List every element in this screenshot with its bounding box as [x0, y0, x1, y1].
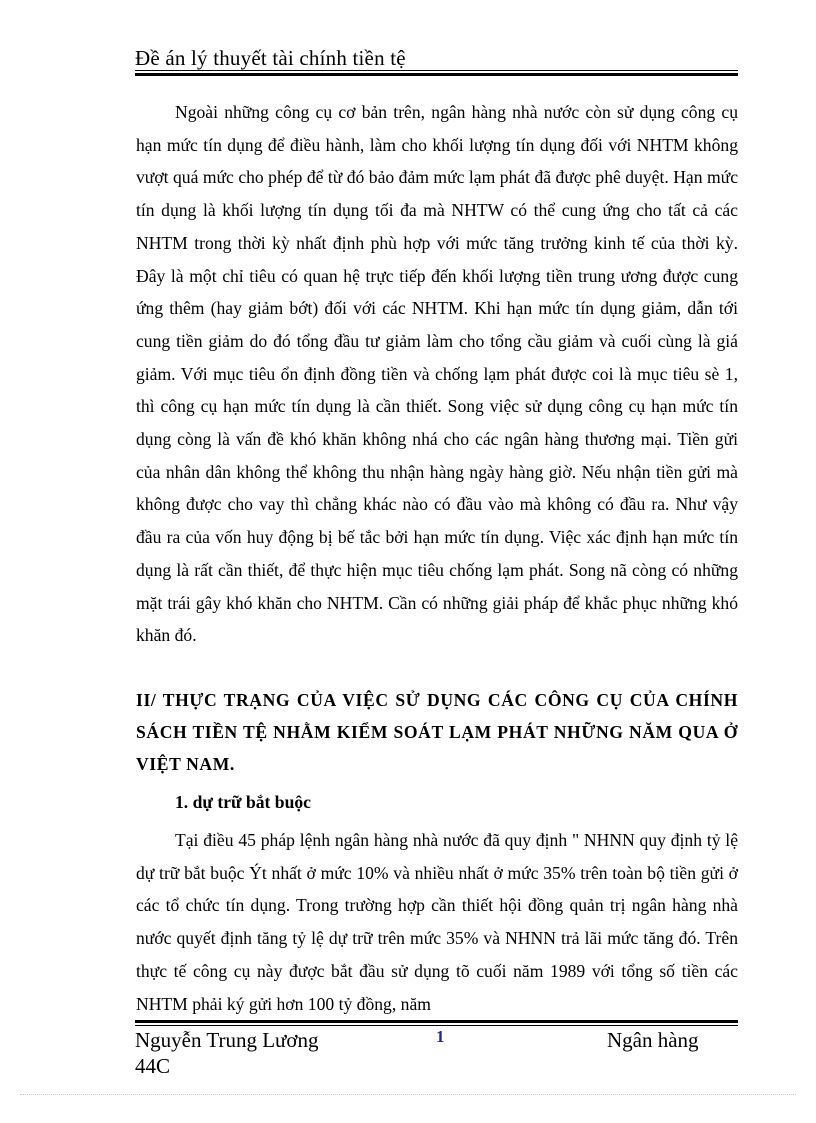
subsection-heading: 1. dự trữ bắt buộc	[175, 792, 311, 812]
footer-department: Ngân hàng	[607, 1028, 699, 1052]
header-title: Đề án lý thuyết tài chính tiền tệ	[135, 46, 406, 70]
paragraph-1: Ngoài những công cụ cơ bản trên, ngân hàng nhà nước còn sử dụng công cụ hạn mức tín dụng để điều hành, làm cho khối lượng tín dụng đối với NHTM không vượt quá mức cho phép để từ đó bảo đảm mức lạm phát đã được phê duyệt. Hạn mức tín dụng là khối lượng tín dụng tối đa mà NHTW có thể cung ứng cho tất cả các NHTM trong thời kỳ nhất định phù hợp với mức tăng trưởng kinh tế của thời kỳ. Đây là một chỉ tiêu có quan hệ trực tiếp đến khối lượng tiền trung ương được cung ứng thêm (hay giảm bớt) đối với các NHTM. Khi hạn mức tín dụng giảm, dẫn tới cung tiền giảm do đó tổng đầu tư giảm làm cho tổng cầu giảm và cuối cùng là giá giảm. Với mục tiêu ổn định đồng tiền và chống lạm phát được coi là mục tiêu sè 1, thì công cụ hạn mức tín dụng là cần thiết. Song việc sử dụng công cụ hạn mức tín dụng còng là vấn đề khó khăn không nhá cho các ngân hàng thương mại. Tiền gửi của nhân dân không thể không thu nhận hàng ngày hàng giờ. Nếu nhận tiền gửi mà không được cho vay thì chẳng khác nào có đầu vào mà không có đầu ra. Như vậy đầu ra của vốn huy động bị bế tắc bởi hạn mức tín dụng. Việc xác định hạn mức tín dụng là rất cần thiết, để thực hiện mục tiêu chống lạm phát. Song nã còng có những mặt trái gây khó khăn cho NHTM. Cần có những giải pháp để khắc phục những khó khăn đó.	[136, 102, 738, 646]
footer-author: Nguyễn Trung Lương	[135, 1028, 319, 1052]
body-section-2	[136, 824, 738, 1020]
section-heading: II/ THỰC TRẠNG CỦA VIỆC SỬ DỤNG CÁC CÔNG CỤ CỦA CHÍNH SÁCH TIỀN TỆ NHẰM KIỂM SOÁT LẠM PHÁT NHỮNG NĂM QUA Ở VIỆT NAM.	[136, 690, 738, 774]
header-rule-thin	[135, 70, 738, 71]
footer-rule-thick	[135, 1020, 738, 1023]
paragraph-2: Tại điều 45 pháp lệnh ngân hàng nhà nước đã quy định " NHNN quy định tỷ lệ dự trữ bắt buộc Ýt nhất ở mức 10% và nhiều nhất ở mức 35% trên toàn bộ tiền gửi ở các tổ chức tín dụng. Trong trường hợp cần thiết hội đồng quản trị ngân hàng nhà nước quyết định tăng tỷ lệ dự trữ trên mức 35% và NHNN trả lãi mức tăng đó. Trên thực tế công cụ này được bắt đầu sử dụng tõ cuối năm 1989 với tổng số tiền các NHTM phải ký gửi hơn 100 tỷ đồng, năm	[136, 830, 738, 1014]
footer-rule-thin	[135, 1025, 738, 1026]
body-section-1	[136, 96, 738, 652]
footer-class: 44C	[135, 1054, 171, 1078]
page-bottom-divider	[20, 1094, 796, 1095]
page-number: 1	[436, 1027, 445, 1046]
header-rule-thick	[135, 73, 738, 76]
